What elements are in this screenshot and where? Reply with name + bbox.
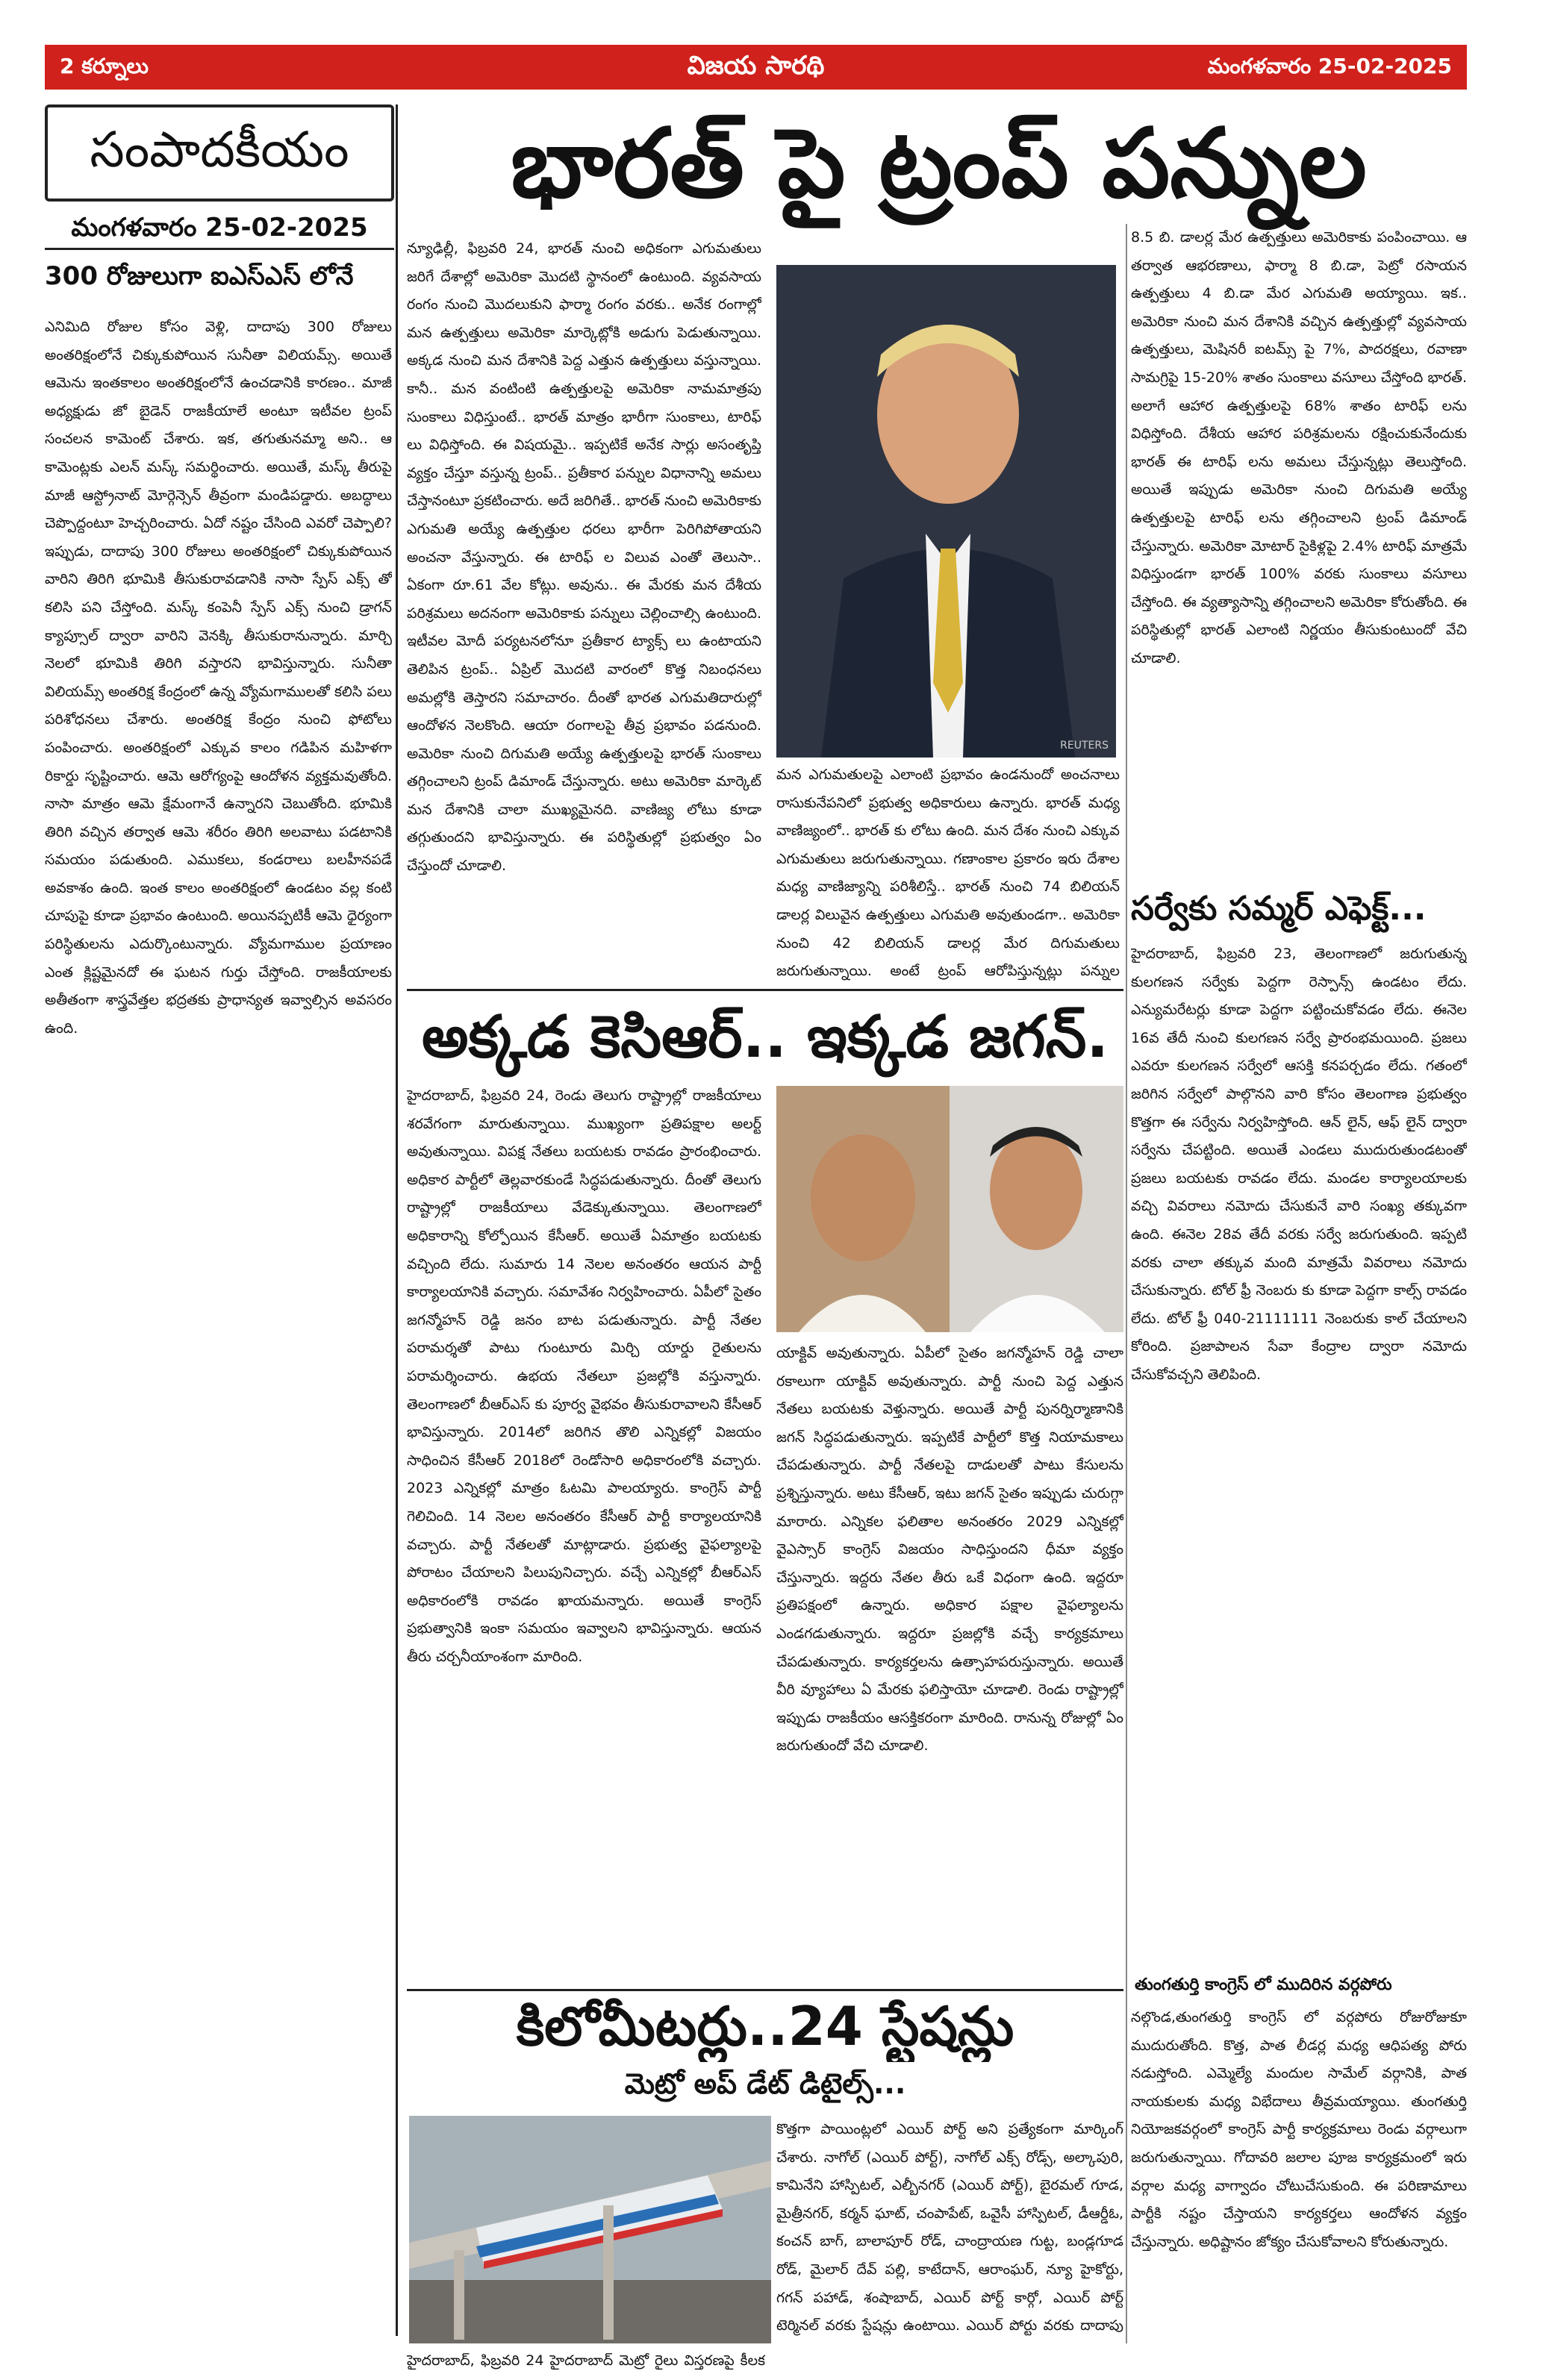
lead-column-1: న్యూఢిల్లీ, ఫిబ్రవరి 24, భారత్ నుంచి అధికంగా ఎగుమతులు జరిగే దేశాల్లో అమెరికా మొదటి స్థానంలో ఉంటుంది. వ్యవసాయ రంగం నుంచి మొదలుకుని ఫార్మా రంగం వరకు.. అనేక రంగాల్లో మన ఉత్పత్తులు అమెరికా మార్కెట్లోకి అడుగు పెడుతున్నాయి. అక్కడ నుంచి మన దేశానికి పెద్ద ఎత్తున ఉత్పత్తులు వస్తున్నాయి. కానీ.. మన వంటింటి ఉత్పత్తులపై అమెరికా నామమాత్రపు సుంకాలు విధిస్తుంటే.. భారత్ మాత్రం భారీగా సుంకాలు, టారిఫ్ లు విధిస్తోంది. ఈ విషయమై.. ఇప్పటికే అనేక సార్లు అసంతృప్తి వ్యక్తం చేస్తూ వస్తున్న ట్రంప్.. ప్రతీకార పన్నుల విధానాన్ని అమలు చేస్తానంటూ ప్రకటించారు. అదే జరిగితే.. భారత్ నుంచి అమెరికాకు ఎగుమతి అయ్యే ఉత్పత్తుల ధరలు భారీగా పెరిగిపోతాయని అంచనా వేస్తున్నారు. ఈ టారిఫ్ ల విలువ ఎంతో తెలుసా.. ఏకంగా రూ.61 వేల కోట్లు. అవును.. ఈ మేరకు మన దేశీయ పరిశ్రమలు అదనంగా అమెరికాకు పన్నులు చెల్లించాల్సి ఉంటుంది. ఇటీవల మోదీ పర్యటనలోనూ ప్రతీకార ట్యాక్స్ లు ఉంటాయని తెలిపిన ట్రంప్.. ఏప్రిల్ మొదటి వారంలో కొత్త నిబంధనలు అమల్లోకి తెస్తారని సమాచారం. దీంతో భారత ఎగుమతిదారుల్లో ఆందోళన నెలకొంది. ఆయా రంగాలపై తీవ్ర ప్రభావం పడనుంది. అమెరికా నుంచి దిగుమతి అయ్యే ఉత్పత్తులపై భారత్ సుంకాలు తగ్గించాలని ట్రంప్ డిమాండ్ చేస్తున్నారు. అటు అమెరికా మార్కెట్ మన దేశానికి చాలా ముఖ్యమైనది. వాణిజ్య లోటు కూడా తగ్గుతుందని భావిస్తున్నారు. ఈ పరిస్థితుల్లో ప్రభుత్వం ఏం చేస్తుందో చూడాలి. — [407, 240, 761, 875]
kcr-jagan-photo — [776, 1086, 1123, 1332]
lead-headline: భారత్ పై ట్రంప్ పన్నుల — [511, 108, 1367, 219]
metro-train-photo — [409, 2116, 771, 2343]
editorial-headline: 300 రోజులుగా ఐఎస్ఎస్ లోనే — [45, 261, 354, 291]
editorial-body: ఎనిమిది రోజుల కోసం వెళ్లి, దాదాపు 300 రోజులు అంతరిక్షంలోనే చిక్కుకుపోయిన సునీతా విలియమ్స్. అయితే ఆమెను ఇంతకాలం అంతరిక్షంలోనే ఉంచడానికి కారణం.. మాజీ అధ్యక్షుడు జో బైడెన్ రాజకీయాలే అంటూ ఇటీవల ట్రంప్ సంచలన కామెంట్ చేశారు. ఇక, తగుతునమ్మా అని.. ఆ కామెంట్లకు ఎలన్ మస్క్ సమర్థించారు. అయితే, మస్క్ తీరుపై మాజీ ఆస్ట్రోనాట్ మోర్గెన్సెన్ తీవ్రంగా మండిపడ్డారు. అబద్ధాలు చెప్పొద్దంటూ హెచ్చరించారు. ఏదో నష్టం చేసింది ఎవరో చెప్పాలి? ఇప్పుడు, దాదాపు 300 రోజులు అంతరిక్షంలో చిక్కుకుపోయిన వారిని తిరిగి భూమికి తీసుకురావడానికి నాసా స్పేస్ ఎక్స్ తో కలిసి పని చేస్తోంది. మస్క్ కంపెనీ స్పేస్ ఎక్స్ నుంచి డ్రాగన్ క్యాప్సూల్ ద్వారా వారిని వెనక్కి తీసుకురానున్నారు. మార్చి నెలలో భూమికి తిరిగి వస్తారని భావిస్తున్నారు. సునీతా విలియమ్స్ అంతరిక్ష కేంద్రంలో ఉన్న వ్యోమగాములతో కలిసి పలు పరిశోధనలు చేశారు. అంతరిక్ష కేంద్రం నుంచి ఫోటోలు పంపించారు. అంతరిక్షంలో ఎక్కువ కాలం గడిపిన మహిళగా రికార్డు సృష్టించారు. ఆమె ఆరోగ్యంపై ఆందోళన వ్యక్తమవుతోంది. నాసా మాత్రం ఆమె క్షేమంగానే ఉన్నారని చెబుతోంది. భూమికి తిరిగి వచ్చిన తర్వాత ఆమె శరీరం తిరిగి అలవాటు పడటానికి సమయం పడుతుంది. ఎముకలు, కండరాలు బలహీనపడే అవకాశం ఉంది. ఇంత కాలం అంతరిక్షంలో ఉండటం వల్ల కంటి చూపుపై కూడా ప్రభావం ఉంటుంది. అయినప్పటికీ ఆమె ధైర్యంగా పరిస్థితులను ఎదుర్కొంటున్నారు. వ్యోమగాముల ప్రయాణం ఎంత క్లిష్టమైనదో ఈ ఘటన గుర్తు చేస్తోంది. రాజకీయాలకు అతీతంగా శాస్త్రవేత్తల భద్రతకు ప్రాధాన్యత ఇవ్వాల్సిన అవసరం ఉంది. — [45, 319, 392, 1037]
masthead-bar — [45, 45, 1467, 90]
metro-headline: కిలోమీటర్లు..24 స్టేషన్లు — [516, 1995, 1014, 2058]
page-number: 2 కర్నూలు — [60, 54, 149, 78]
tungaturthi-body: నల్గొండ,తుంగతుర్తి కాంగ్రెస్ లో వర్గపోరు రోజురోజుకూ ముదురుతోంది. కొత్త, పాత లీడర్ల మధ్య ఆధిపత్య పోరు నడుస్తోంది. ఎమ్మెల్యే మందుల సామేల్ వర్గానికి, పాత నాయకులకు మధ్య విభేదాలు తీవ్రమయ్యాయి. తుంగతుర్తి నియోజకవర్గంలో కాంగ్రెస్ పార్టీ కార్యక్రమాలు రెండు వర్గాలుగా జరుగుతున్నాయి. గోదావరి జలాల పూజ కార్యక్రమంలో ఇరు వర్గాల మధ్య వాగ్వాదం చోటుచేసుకుంది. ఈ పరిణామాలు పార్టీకి నష్టం చేస్తాయని కార్యకర్తలు ఆందోళన వ్యక్తం చేస్తున్నారు. అధిష్టానం జోక్యం చేసుకోవాలని కోరుతున్నారు. — [1131, 2009, 1467, 2250]
metro-train-icon — [409, 2116, 771, 2343]
trump-photo — [776, 265, 1116, 758]
editorial-date: మంగళవారం 25-02-2025 — [45, 205, 394, 250]
survey-headline: సర్వేకు సమ్మర్ ఎఫెక్ట్... — [1131, 890, 1427, 928]
paper-name: విజయ సారథి — [687, 51, 825, 81]
column-divider-right — [1126, 224, 1127, 2343]
metro-subheadline: మెట్రో అప్ డేట్ డిటైల్స్... — [624, 2067, 906, 2100]
person-portrait-icon — [776, 265, 1116, 758]
kcr-jagan-column-2: యాక్టివ్ అవుతున్నారు. ఏపీలో సైతం జగన్మోహన్ రెడ్డి చాలా రకాలుగా యాక్టివ్ అవుతున్నారు. పార్టీ నుంచి పెద్ద ఎత్తున నేతలు బయటకు వెళ్తున్నారు. అయితే పార్టీ పునర్నిర్మాణానికి జగన్ సిద్ధపడుతున్నారు. ఇప్పటికే పార్టీలో కొత్త నియామకాలు చేపడుతున్నారు. పార్టీ నేతలపై దాడులతో పాటు కేసులను ప్రశ్నిస్తున్నారు. అటు కేసీఆర్, ఇటు జగన్ సైతం ఇప్పుడు చురుగ్గా మారారు. ఎన్నికల ఫలితాల అనంతరం 2029 ఎన్నికల్లో వైఎస్సార్ కాంగ్రెస్ విజయం సాధిస్తుందని ధీమా వ్యక్తం చేస్తున్నారు. ఇద్దరు నేతల తీరు ఒకే విధంగా ఉంది. ఇద్దరూ ప్రతిపక్షంలో ఉన్నారు. అధికార పక్షాల వైఫల్యాలను ఎండగడుతున్నారు. ఇద్దరూ ప్రజల్లోకి వచ్చే కార్యక్రమాలు చేపడుతున్నారు. కార్యకర్తలను ఉత్సాహపరుస్తున్నారు. అయితే వీరి వ్యూహాలు ఏ మేరకు ఫలిస్తాయో చూడాలి. రెండు రాష్ట్రాల్లో ఇప్పుడు రాజకీయం ఆసక్తికరంగా మారింది. రానున్న రోజుల్లో ఏం జరుగుతుందో వేచి చూడాలి. — [776, 1345, 1123, 1755]
metro-column-1: హైదరాబాద్, ఫిబ్రవరి 24 హైదరాబాద్ మెట్రో రైలు విస్తరణపై కీలక — [407, 2352, 765, 2369]
kcr-jagan-headline: అక్కడ కెసిఆర్.. ఇక్కడ జగన్. — [422, 1004, 1109, 1071]
lead-column-3: 8.5 బి. డాలర్ల మేర ఉత్పత్తులు అమెరికాకు పంపించాయి. ఆ తర్వాత ఆభరణాలు, ఫార్మా 8 బి.డా, పెట్రో రసాయన ఉత్పత్తులు 4 బి.డా మేర ఎగుమతి అయ్యాయి. ఇక.. అమెరికా నుంచి మన దేశానికి వచ్చిన ఉత్పత్తుల్లో వ్యవసాయ ఉత్పత్తులు, మెషినరీ ఐటమ్స్ పై 7%, పాదరక్షలు, రవాణా సామగ్రిపై 15-20% శాతం సుంకాలు వసూలు చేస్తోంది భారత్. అలాగే ఆహార ఉత్పత్తులపై 68% శాతం టారిఫ్ లను విధిస్తోంది. దేశీయ ఆహార పరిశ్రమలను రక్షించుకునేందుకు భారత్ ఈ టారిఫ్ లను అమలు చేస్తున్నట్లు తెలుస్తోంది. అయితే ఇప్పుడు అమెరికా నుంచి దిగుమతి అయ్యే ఉత్పత్తులపై టారిఫ్ లను తగ్గించాలని ట్రంప్ డిమాండ్ చేస్తున్నారు. అమెరికా మోటార్ సైకిళ్లపై 2.4% టారిఫ్ మాత్రమే విధిస్తుండగా భారత్ 100% వరకు సుంకాలు వసూలు చేస్తోంది. ఈ వ్యత్యాసాన్ని తగ్గించాలని అమెరికా కోరుతోంది. ఈ పరిస్థితుల్లో భారత్ ఎలాంటి నిర్ణయం తీసుకుంటుందో వేచి చూడాలి. — [1131, 229, 1467, 666]
metro-column-2: కొత్తగా పాయింట్లలో ఎయిర్ పోర్ట్ అని ప్రత్యేకంగా మార్కింగ్ చేశారు. నాగోల్ (ఎయిర్ పోర్ట్), నాగోల్ ఎక్స్ రోడ్స్, అల్కాపురి, కామినేని హాస్పిటల్, ఎల్బీనగర్ (ఎయిర్ పోర్ట్), బైరమల్ గూడ, మైత్రీనగర్, కర్మన్ ఘాట్, చంపాపేట్, ఒవైసీ హాస్పిటల్, డీఆర్డీఓ, కంచన్ బాగ్, బాలాపూర్ రోడ్, చాంద్రాయణ గుట్ట, బండ్లగూడ రోడ్, మైలార్ దేవ్ పల్లి, కాటేదాన్, ఆరాంఘర్, న్యూ హైకోర్టు, గగన్ పహాడ్, శంషాబాద్, ఎయిర్ పోర్ట్ కార్గో, ఎయిర్ పోర్ట్ టెర్మినల్ వరకు స్టేషన్లు ఉంటాయి. ఎయిర్ పోర్టు వరకు దాదాపు — [776, 2121, 1123, 2334]
section-divider — [407, 989, 1123, 991]
photo-credit: REUTERS — [1060, 740, 1109, 752]
two-leaders-photo-icon — [776, 1086, 1123, 1332]
editorial-label-box — [45, 104, 394, 202]
editorial-label: సంపాదకీయం — [90, 121, 349, 178]
lead-column-2: మన ఎగుమతులపై ఎలాంటి ప్రభావం ఉండనుందో అంచనాలు రాసుకునేపనిలో ప్రభుత్వ అధికారులు ఉన్నారు. భారత్ మధ్య వాణిజ్యంలో.. భారత్ కు లోటు ఉంది. మన దేశం నుంచి ఎక్కువ ఎగుమతులు జరుగుతున్నాయి. గణాంకాల ప్రకారం ఇరు దేశాల మధ్య వాణిజ్యాన్ని పరిశీలిస్తే.. భారత్ నుంచి 74 బిలియన్ డాలర్ల విలువైన ఉత్పత్తులు ఎగుమతి అవుతుండగా.. అమెరికా నుంచి 42 బిలియన్ డాలర్ల మేర దిగుమతులు జరుగుతున్నాయి. అంటే ట్రంప్ ఆరోపిస్తున్నట్లు పన్నుల — [776, 766, 1120, 980]
survey-body: హైదరాబాద్, ఫిబ్రవరి 23, తెలంగాణలో జరుగుతున్న కులగణన సర్వేకు పెద్దగా రెస్పాన్స్ ఉండటం లేదు. ఎన్యుమరేటర్లు కూడా పెద్దగా పట్టించుకోవడం లేదు. ఈనెల 16వ తేదీ నుంచి కులగణన సర్వే ప్రారంభమయింది. ప్రజలు ఎవరూ కులగణన సర్వేలో ఆసక్తి కనపర్చడం లేదు. గతంలో జరిగిన సర్వేలో పాల్గొనని వారి కోసం తెలంగాణ ప్రభుత్వం కొత్తగా ఈ సర్వేను నిర్వహిస్తోంది. ఆన్ లైన్, ఆఫ్ లైన్ ద్వారా సర్వేను చేపట్టింది. అయితే ఎండలు ముదురుతుండటంతో ప్రజలు బయటకు రావడం లేదు. మండల కార్యాలయాలకు వచ్చి వివరాలు నమోదు చేసుకునే వారి సంఖ్య తక్కువగా ఉంది. ఈనెల 28వ తేదీ వరకు సర్వే జరుగుతుంది. ఇప్పటి వరకు చాలా తక్కువ మంది మాత్రమే వివరాలు నమోదు చేసుకున్నారు. టోల్ ఫ్రీ నెంబరు కు కూడా పెద్దగా కాల్స్ రావడం లేదు. టోల్ ఫ్రీ 040-21111111 నెంబరుకు కాల్ చేయాలని కోరింది. ప్రజాపాలన సేవా కేంద్రాల ద్వారా నమోదు చేసుకోవచ్చని తెలిపింది. — [1131, 946, 1467, 1383]
header-date: మంగళవారం 25-02-2025 — [1207, 54, 1452, 78]
kcr-jagan-column-1: హైదరాబాద్, ఫిబ్రవరి 24, రెండు తెలుగు రాష్ట్రాల్లో రాజకీయాలు శరవేగంగా మారుతున్నాయి. ముఖ్యంగా ప్రతిపక్షాల అలర్ట్ అవుతున్నాయి. విపక్ష నేతలు బయటకు రావడం ప్రారంభించారు. అధికార పార్టీలో తెల్లవారకుండే సిద్ధపడుతున్నారు. దీంతో తెలుగు రాష్ట్రాల్లో రాజకీయాలు వేడెక్కుతున్నాయి. తెలంగాణలో అధికారాన్ని కోల్పోయిన కేసీఆర్. అయితే ఏమాత్రం బయటకు వచ్చింది లేదు. సుమారు 14 నెలల అనంతరం ఆయన పార్టీ కార్యాలయానికి వచ్చారు. సమావేశం నిర్వహించారు. ఏపీలో సైతం జగన్మోహన్ రెడ్డి జనం బాట పడుతున్నారు. పార్టీ నేతల పరామర్శతో పాటు గుంటూరు మిర్చి యార్డు రైతులను పరామర్శించారు. ఉభయ నేతలూ ప్రజల్లోకి వస్తున్నారు. తెలంగాణలో బీఆర్ఎస్ కు పూర్వ వైభవం తీసుకురావాలని కేసీఆర్ భావిస్తున్నారు. 2014లో జరిగిన తొలి ఎన్నికల్లో విజయం సాధించిన కేసీఆర్ 2018లో రెండోసారి అధికారంలోకి వచ్చారు. 2023 ఎన్నికల్లో మాత్రం ఓటమి పాలయ్యారు. కాంగ్రెస్ పార్టీ గెలిచింది. 14 నెలల అనంతరం కేసీఆర్ పార్టీ కార్యాలయానికి వచ్చారు. పార్టీ నేతలతో మాట్లాడారు. ప్రభుత్వ వైఫల్యాలపై పోరాటం చేయాలని పిలుపునిచ్చారు. వచ్చే ఎన్నికల్లో బీఆర్ఎస్ అధికారంలోకి రావడం ఖాయమన్నారు. అయితే కాంగ్రెస్ ప్రభుత్వానికి ఇంకా సమయం ఇవ్వాలని భావిస్తున్నారు. ఆయన తీరు చర్చనీయాంశంగా మారింది. — [407, 1087, 761, 1665]
tungaturthi-headline: తుంగతుర్తి కాంగ్రెస్ లో ముదిరిన వర్గపోరు — [1135, 1975, 1392, 1994]
column-divider — [396, 104, 398, 2336]
